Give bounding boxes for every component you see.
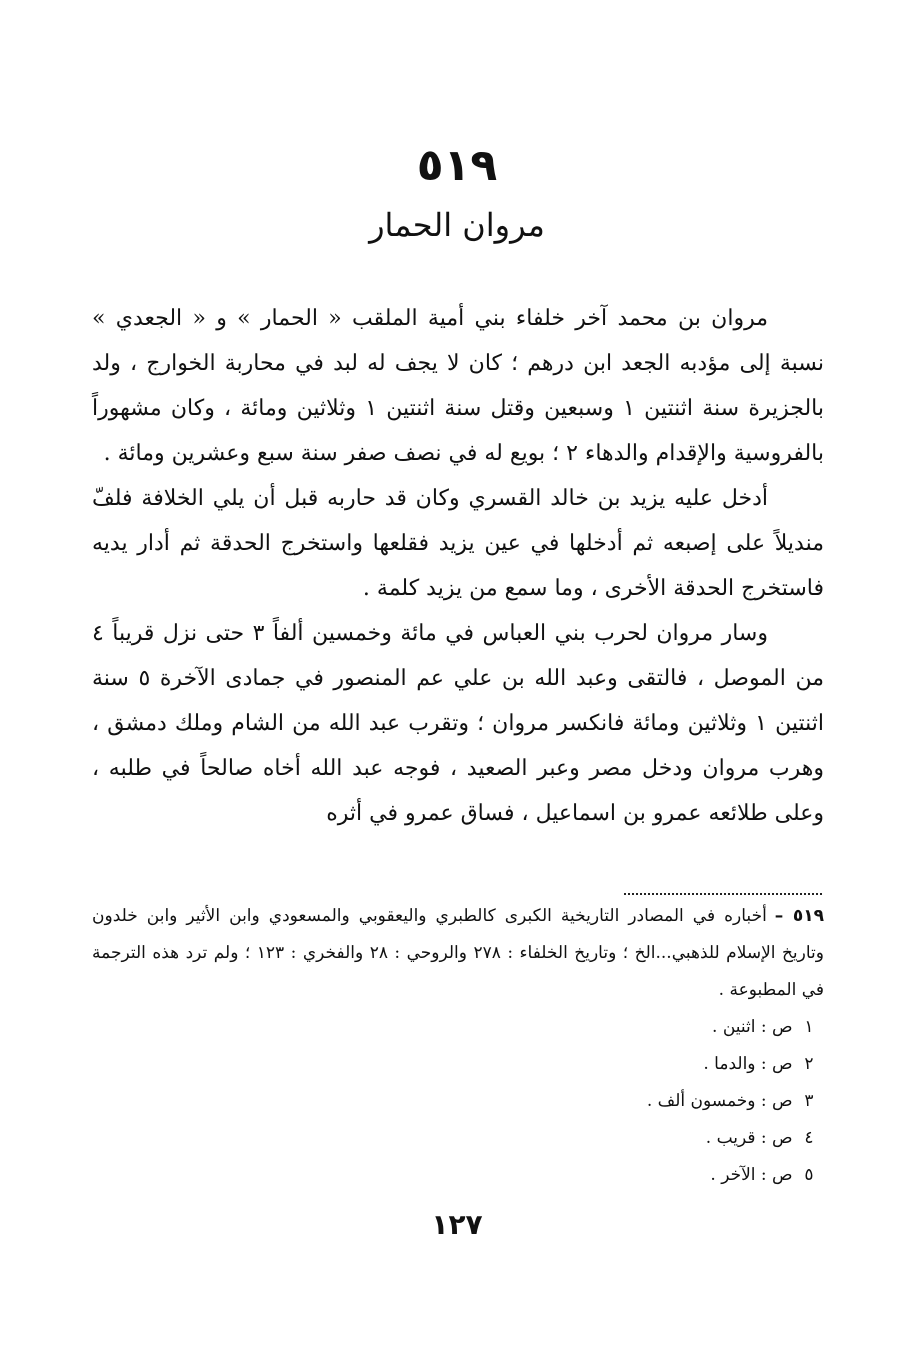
- body-text: [92, 296, 824, 836]
- footnote-main-text: أخباره في المصادر التاريخية الكبرى كالطبري واليعقوبي والمسعودي وابن الأثير وابن خلدون وتاريخ الإسلام للذهبي...الخ ؛ وتاريخ الخلفاء : ٢٧٨ والروحي : ٢٨ والفخري : ١٢٣ ؛ ولم ترد هذه الترجمة في المطبوعة .: [92, 906, 824, 1000]
- footnote-text: ص : اثنين .: [712, 1017, 793, 1037]
- footnote-text: ص : والدما .: [703, 1054, 793, 1074]
- footnote-separator: [624, 893, 822, 895]
- page-number: ١٢٧: [431, 1208, 483, 1241]
- body-paragraph: وسار مروان لحرب بني العباس في مائة وخمسين ألفاً ٣ حتى نزل قريباً ٤ من الموصل ، فالتقى وعبد الله بن علي عم المنصور في جمادى الآخرة ٥ سنة اثنتين ١ وثلاثين ومائة فانكسر مروان ؛ وتقرب عبد الله من الشام وملك دمشق ، وهرب مروان ودخل مصر وعبر الصعيد ، فوجه عبد الله أخاه صالحاً في طلبه ، وعلى طلائعه عمرو بن اسماعيل ، فساق عمرو في أثره: [92, 621, 824, 826]
- footnote-number: ٢: [804, 1054, 814, 1074]
- body-paragraph: مروان بن محمد آخر خلفاء بني أمية الملقب « الحمار » و « الجعدي » نسبة إلى مؤدبه الجعد ابن درهم ؛ كان لا يجف له لبد في محاربة الخوارج ، ولد بالجزيرة سنة اثنتين ١ وسبعين وقتل سنة اثنتين ١ وثلاثين ومائة ، وكان مشهوراً بالفروسية والإقدام والدهاء ٢ ؛ بويع له في نصف صفر سنة سبع وعشرين ومائة .: [92, 306, 824, 466]
- footnote-item: [92, 1083, 824, 1120]
- footnote-text: ص : وخمسون ألف .: [646, 1091, 793, 1111]
- entry-number: ٥١٩: [416, 140, 498, 191]
- footnote-main: [92, 898, 824, 1009]
- footnotes: [92, 898, 824, 1194]
- footnote-number: ٥: [804, 1165, 814, 1185]
- footnote-text: ص : قريب .: [705, 1128, 793, 1148]
- footnote-list: [92, 1009, 824, 1194]
- footnote-item: [92, 1046, 824, 1083]
- footnote-number: ٣: [804, 1091, 814, 1111]
- body-paragraph: أدخل عليه يزيد بن خالد القسري وكان قد حاربه قبل أن يلي الخلافة فلفّ منديلاً على إصبعه ثم أدخلها في عين يزيد فقلعها واستخرج الحدقة ثم أدار يديه فاستخرج الحدقة الأخرى ، وما سمع من يزيد كلمة .: [92, 486, 824, 601]
- footnote-item: [92, 1009, 824, 1046]
- entry-title: مروان الحمار: [369, 206, 545, 244]
- footnote-item: [92, 1157, 824, 1194]
- footnote-main-lead: ٥١٩ –: [774, 906, 824, 926]
- footnote-number: ٤: [804, 1128, 814, 1148]
- footnote-number: ١: [804, 1017, 814, 1037]
- footnote-item: [92, 1120, 824, 1157]
- footnote-text: ص : الآخر .: [710, 1165, 793, 1185]
